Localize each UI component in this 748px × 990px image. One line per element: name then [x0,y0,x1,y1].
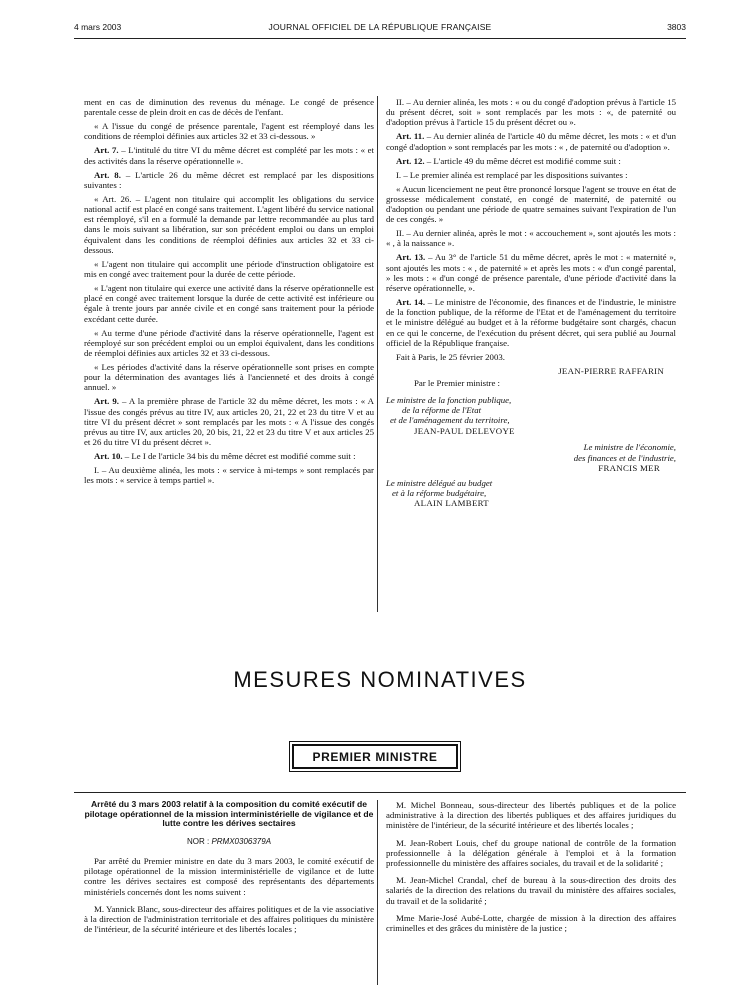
article-text: – L'article 49 du même décret est modifié comme suit : [424,155,621,166]
budget-minister-title-1: Le ministre délégué au budget [386,477,493,488]
nor-label: NOR : [186,836,210,846]
nor-code: PRMX0306379A [211,836,272,846]
section-heading: MESURES NOMINATIVES [233,667,527,692]
article-text: « A l'issue du congé de présence parentale, l'agent est réemployé dans les conditions de réemploi définies aux articles 32 et 33 ci-dessous. » [84,121,374,142]
article-text: – L'article 26 du même décret est remplacé par les dispositions suivantes : [84,169,374,190]
article-paragraph [386,352,676,362]
article-paragraph [386,228,676,248]
signatures-block [386,366,676,509]
section-rule [74,792,686,793]
arrete-paragraph: M. Jean-Robert Louis, chef du groupe national de contrôle de la formation professionnelle à la délégation générale à l'emploi et à la formation professionnelle du ministère des affaires sociales, du travail et de la solidarité ; [386,837,676,869]
article-text: « Au terme d'une période d'activité dans la réserve opérationnelle, l'agent est réemployé sur son précédent emploi ou un emploi équivalent, dans les conditions de réemploi définies aux articles 32 et 33 ci-dessous. [84,327,374,359]
fp-minister-title-3: et de l'aménagement du territoire, [390,415,510,426]
article-number: Art. 10. [94,451,123,462]
left-column [84,97,374,489]
article-paragraph [84,194,374,255]
article-paragraph [84,121,374,141]
header-rule [74,38,686,39]
eco-minister-title-2: des finances et de l'industrie, [573,452,676,463]
article-paragraph [84,283,374,324]
nor-reference [84,837,374,847]
arrete-left-column [84,800,374,941]
eco-minister-name: FRANCIS MER [598,463,660,474]
header-date: 4 mars 2003 [74,22,122,32]
pm-signature: JEAN-PIERRE RAFFARIN [558,365,664,376]
article-paragraph [386,156,676,166]
article-paragraph [84,465,374,485]
article-number: Art. 13. [396,252,426,263]
arrete-paragraph: M. Michel Bonneau, sous-directeur des libertés publiques et de la police administrative à la direction des libertés publiques et des affaires juridiques du ministère de l'intérieur, de la sécurité intérieure et des libertés locales ; [386,800,676,831]
article-number: Art. 8. [94,169,121,180]
article-paragraph [84,145,374,165]
article-paragraph [84,451,374,461]
article-paragraph [386,131,676,151]
arrete-title: Arrêté du 3 mars 2003 relatif à la composition du comité exécutif de pilotage opérationnel de la mission interministérielle de vigilance et de lutte contre les dérives sectaires [84,799,374,829]
article-number: Art. 14. [396,297,426,308]
article-text: II. – Au dernier alinéa, les mots : « ou du congé d'adoption prévus à l'article 15 du présent décret, soit » sont remplacés par les mots : «, de paternité ou d'adoption prévus à l'article 15 du présent décret ou ». [386,97,676,128]
arrete-paragraph: M. Yannick Blanc, sous-directeur des affaires politiques et de la vie associative à la direction de l'administration territoriale et des affaires politiques du ministère de l'intérieur, de la sécurité intérieure et des libertés locales ; [84,903,374,935]
ministry-box [289,741,461,772]
running-header [74,22,686,36]
article-text: « Aucun licenciement ne peut être prononcé lorsque l'agent se trouve en état de grossesse médicalement constaté, en congé de maternité, de paternité ou d'adoption ou pendant une période de quatre semaines suivant l'expiration de l'un de ces congés. » [386,183,676,225]
ministry-box-label: PREMIER MINISTRE [292,744,458,769]
article-number: Art. 7. [94,145,119,156]
column-divider-bottom [377,800,378,985]
article-paragraph [84,328,374,359]
article-text: – Au 3° de l'article 51 du même décret, après le mot : « maternité », sont ajoutés les mots : « , de paternité » et après les mots : « d'un congé parental, » les mots : « d'un congé de présence parentale, d'une période d'activité dans la réserve opérationnelle, ». [386,252,676,294]
arrete-right-column [386,800,676,940]
article-text: « L'agent non titulaire qui exerce une activité dans la réserve opérationnelle est placé en congé avec traitement lorsque la durée de cette activité est inférieure ou égale à trente jours par année civile et en congé sans traitement pour la période excédant cette durée. [84,283,374,324]
article-text: « L'agent non titulaire qui accomplit une période d'instruction obligatoire est mis en congé avec traitement pour la durée de cette période. [84,258,374,280]
article-paragraph [386,252,676,293]
article-text: Fait à Paris, le 25 février 2003. [396,351,505,362]
fp-minister-name: JEAN-PAUL DELEVOYE [414,425,515,436]
article-paragraph [386,297,676,348]
article-text: I. – Le premier alinéa est remplacé par les dispositions suivantes : [396,169,628,180]
article-text: « Art. 26. – L'agent non titulaire qui accomplit les obligations du service national actif est placé en congé sans traitement. L'agent libéré du service national est réemployé, s'il en a formulé la demande par lettre recommandée au plus tard dans le mois suivant sa libération, sur son précédent emploi ou dans un emploi équivalent dans les conditions de réemploi définies aux articles 32 et 33 ci-dessous. [84,193,374,255]
article-text: ment en cas de diminution des revenus du ménage. Le congé de présence parentale cesse de plein droit en cas de décès de l'enfant. [84,97,374,118]
budget-minister-title-2: et à la réforme budgétaire, [392,487,487,498]
article-paragraph [84,259,374,279]
journal-title: JOURNAL OFFICIEL DE LA RÉPUBLIQUE FRANÇAISE [268,22,492,32]
eco-minister-title-1: Le ministre de l'économie, [583,442,676,453]
fp-minister-title-2: de la réforme de l'Etat [402,405,482,416]
page-number: 3803 [667,22,686,32]
right-column [386,97,676,509]
article-text: II. – Au dernier alinéa, après le mot : « accouchement », sont ajoutés les mots : « , à la naissance ». [386,228,676,249]
article-text: – Au dernier alinéa de l'article 40 du même décret, les mots : « et d'un congé d'adoption » sont remplacés par les mots : « , de paternité ou d'adoption ». [386,131,676,152]
pm-intro: Par le Premier ministre : [414,378,500,389]
column-divider-top [377,96,378,612]
arrete-paragraph: Mme Marie-José Aubé-Lotte, chargée de mission à la direction des affaires criminelles et des grâces du ministère de la justice ; [386,912,676,934]
arrete-paragraph: M. Jean-Michel Crandal, chef de bureau à la sous-direction des droits des salariés de la direction des relations du travail du ministère des affaires sociales, du travail et de la solidarité ; [386,875,676,906]
article-text: « Les périodes d'activité dans la réserve opérationnelle sont prises en compte pour la détermination des avantages liés à l'ancienneté et des droits à congé annuel. » [84,362,374,393]
arrete-paragraph: Par arrêté du Premier ministre en date du 3 mars 2003, le comité exécutif de pilotage opérationnel de la mission interministérielle de vigilance et de lutte contre les dérives sectaires est composé des représentants des départements ministériels concernés dont les noms suivent : [84,855,374,897]
article-paragraph [84,396,374,447]
article-number: Art. 9. [94,396,119,407]
article-paragraph [386,184,676,225]
article-text: – L'intitulé du titre VI du même décret est complété par les mots : « et des activités dans la réserve opérationnelle ». [84,145,374,166]
article-text: – Le ministre de l'économie, des finances et de l'industrie, le ministre de la fonction publique, de la réforme de l'Etat et de l'aménagement du territoire et le ministre délégué au budget et à la réforme budgétaire sont chargés, chacun en ce qui le concerne, de l'exécution du présent décret, qui sera publié au Journal officiel de la République française. [386,297,676,348]
article-paragraph [84,362,374,393]
article-paragraph [386,97,676,128]
article-text: – A la première phrase de l'article 32 du même décret, les mots : « A l'issue des congés prévus au titre IV, aux articles 20, 21, 22 et 23 du titre V et au titre VI du présent décret » sont remplacés par les mots : « A l'issue des congés prévus au titre IV, aux articles 20, 20 bis, 21, 22 et 23 du titre V et aux articles 25 et 26 du titre VI du présent décret ». [84,396,374,448]
article-paragraph [84,97,374,117]
right-column-paragraphs [386,97,676,362]
article-paragraph [386,170,676,180]
article-text: I. – Au deuxième alinéa, les mots : « service à mi-temps » sont remplacés par les mots : « service à temps partiel ». [84,465,374,486]
article-text: – Le I de l'article 34 bis du même décret est modifié comme suit : [122,451,356,462]
fp-minister-title-1: Le ministre de la fonction publique, [386,394,512,405]
article-number: Art. 12. [396,155,425,166]
article-paragraph [84,170,374,190]
article-number: Art. 11. [396,131,425,142]
budget-minister-name: ALAIN LAMBERT [414,498,489,509]
